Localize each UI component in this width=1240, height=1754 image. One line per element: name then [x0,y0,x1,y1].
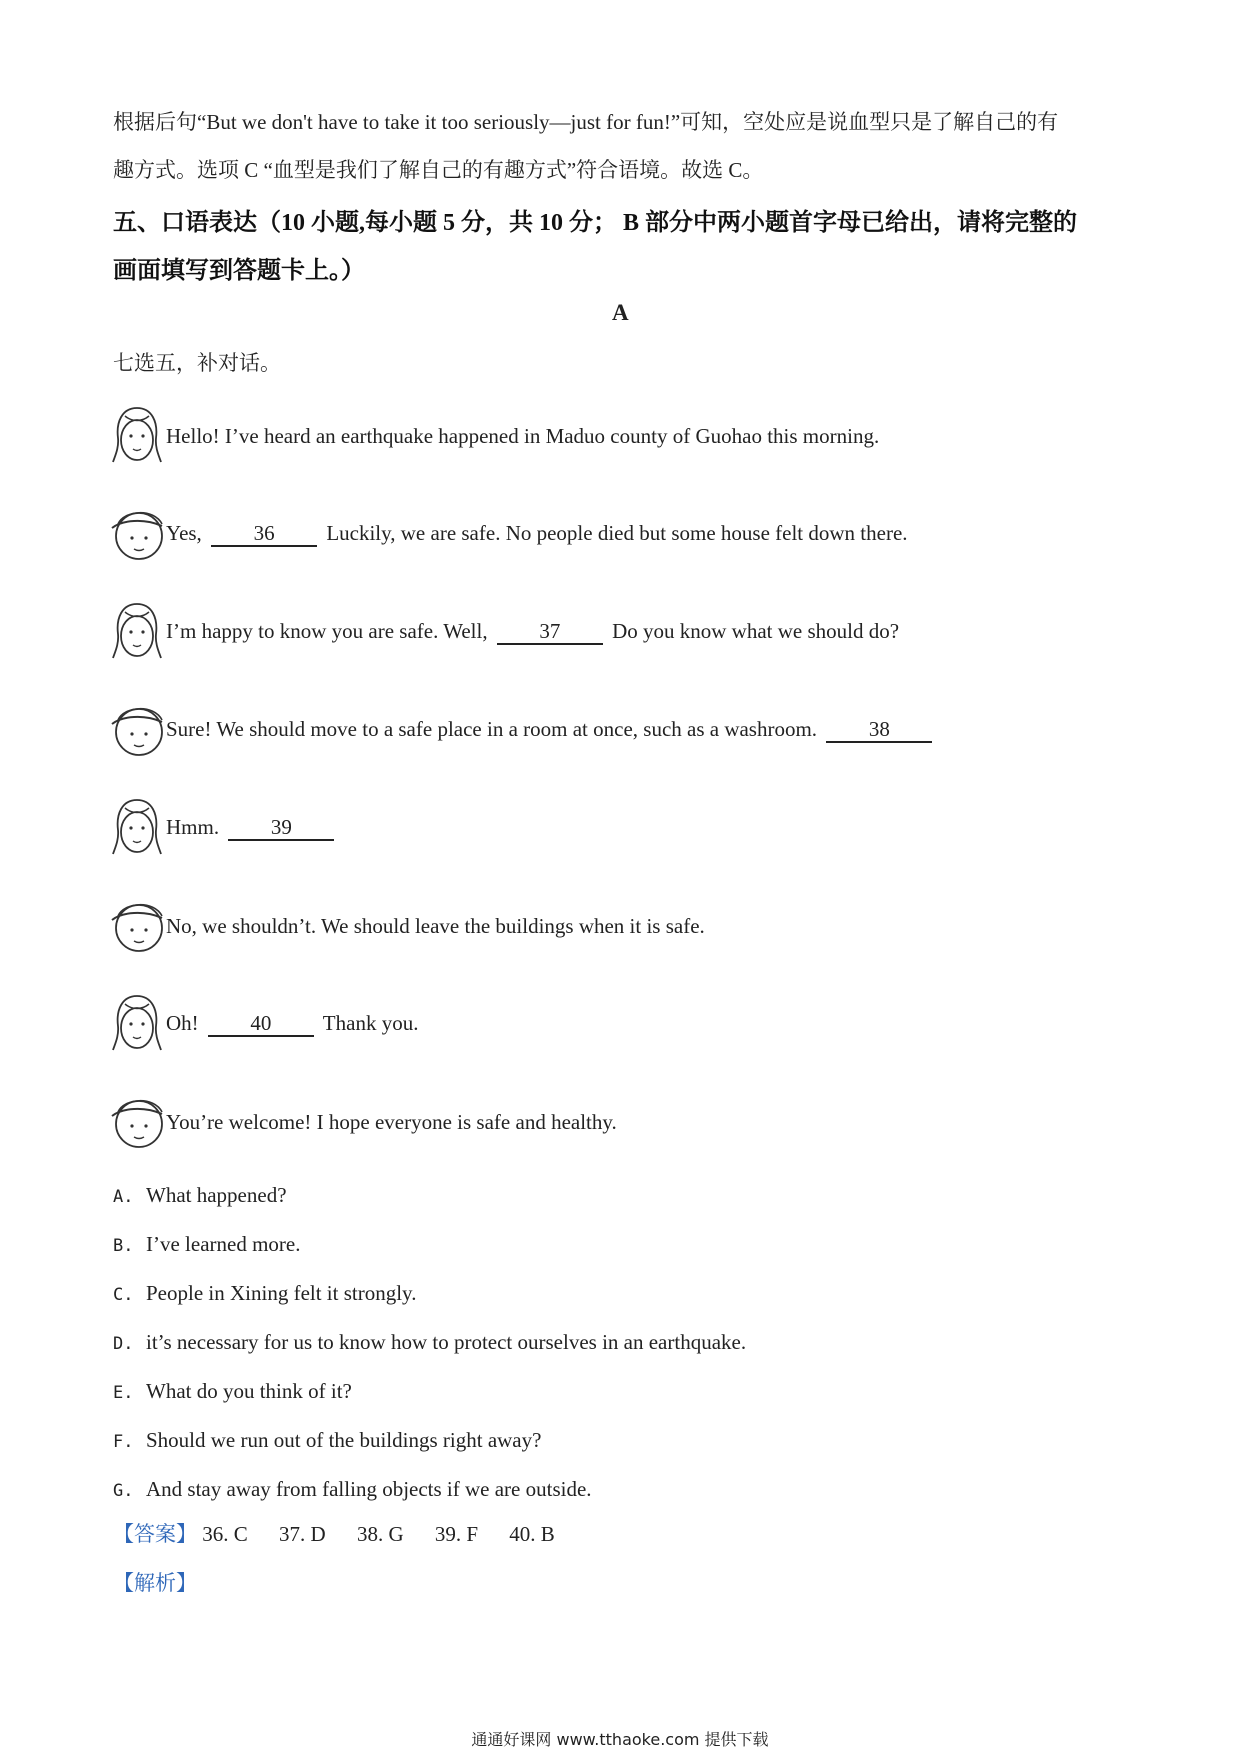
boy-avatar-icon [110,698,164,762]
option-e [113,1379,352,1404]
dialogue-text: Thank you. [317,1011,419,1036]
dialogue-text: Oh! [166,1011,204,1036]
option-letter: D. [113,1334,134,1354]
section-title-line-2: 画面填写到答题卡上。） [113,258,365,284]
option-d [113,1330,746,1355]
dialogue-line-6 [166,914,705,939]
dialogue-row-7 [110,992,418,1056]
dialogue-text: Yes, [166,521,208,546]
option-f [113,1428,541,1453]
option-text: And stay away from falling objects if we are outside. [146,1477,592,1501]
girl-avatar-icon [110,404,164,468]
option-text: What do you think of it? [146,1379,352,1403]
dialogue-row-5 [110,796,338,860]
option-letter: B. [113,1236,134,1256]
option-text: it’s necessary for us to know how to protect ourselves in an earthquake. [146,1330,747,1354]
option-letter: F. [113,1432,134,1452]
dialogue-text: Do you know what we should do? [606,619,900,644]
boy-avatar-icon [110,894,164,958]
dialogue-row-1 [110,404,879,468]
instruction: 七选五，补对话。 [113,351,281,375]
dialogue-line-7 [166,1011,418,1036]
answer-item: 39. F [434,1522,479,1546]
answer-item: 36. C [202,1522,248,1546]
boy-avatar-icon [110,1090,164,1154]
dialogue-text: You’re welcome! I hope everyone is safe and healthy. [166,1109,617,1134]
part-label: A [612,300,629,325]
option-a [113,1183,287,1208]
dialogue-row-3 [110,600,899,664]
blank-39: 39 [228,816,334,840]
dialogue-row-8 [110,1090,617,1154]
option-letter: G. [113,1481,134,1501]
dialogue-line-3 [166,619,899,644]
answer-item: 37. D [279,1522,326,1546]
answer-tag: 【答案】 [113,1522,197,1546]
answer-line [113,1518,581,1548]
answer-item: 40. B [509,1522,555,1546]
section-title-line-1: 五、口语表达（10 小题,每小题 5 分，共 10 分； B 部分中两小题首字母已给出，请将完整的 [113,210,1078,236]
blank-36: 36 [211,522,317,546]
girl-avatar-icon [110,796,164,860]
blank-37: 37 [497,620,603,644]
dialogue-line-4 [166,717,936,742]
option-letter: E. [113,1383,134,1403]
boy-avatar-icon [110,502,164,566]
option-c [113,1281,416,1306]
option-g [113,1477,592,1502]
option-text: Should we run out of the buildings right away? [146,1428,542,1452]
option-text: I’ve learned more. [146,1232,301,1256]
option-letter: C. [113,1285,134,1305]
dialogue-text: No, we shouldn’t. We should leave the buildings when it is safe. [166,913,705,938]
dialogue-row-6 [110,894,705,958]
dialogue-text: I’m happy to know you are safe. Well, [166,619,493,644]
option-letter: A. [113,1187,134,1207]
option-text: What happened? [146,1183,287,1207]
dialogue-line-8 [166,1110,617,1135]
blank-40: 40 [208,1012,314,1036]
answer-item: 38. G [356,1522,404,1546]
dialogue-line-5 [166,815,338,840]
intro-line-2: 趣方式。选项 C “血型是我们了解自己的有趣方式”符合语境。故选 C。 [113,158,764,182]
analysis-tag: 【解析】 [113,1571,197,1595]
footer: 通通好课网 www.tthaoke.com 提供下载 [471,1730,769,1749]
blank-38: 38 [826,718,932,742]
dialogue-text: Sure! We should move to a safe place in a room at once, such as a washroom. [166,717,823,742]
girl-avatar-icon [110,600,164,664]
option-b [113,1232,301,1257]
dialogue-text: Hmm. [166,815,225,840]
dialogue-text: Luckily, we are safe. No people died but some house felt down there. [321,521,908,546]
dialogue-line-2 [166,521,908,546]
dialogue-row-2 [110,502,908,566]
girl-avatar-icon [110,992,164,1056]
dialogue-row-4 [110,698,936,762]
intro-line-1: 根据后句“But we don't have to take it too seriously—just for fun!”可知，空处应是说血型只是了解自己的有 [113,110,1059,134]
option-text: People in Xining felt it strongly. [146,1281,417,1305]
dialogue-text: Hello! I’ve heard an earthquake happened in Maduo county of Guohao this morning. [166,423,880,448]
dialogue-line-1 [166,424,879,449]
